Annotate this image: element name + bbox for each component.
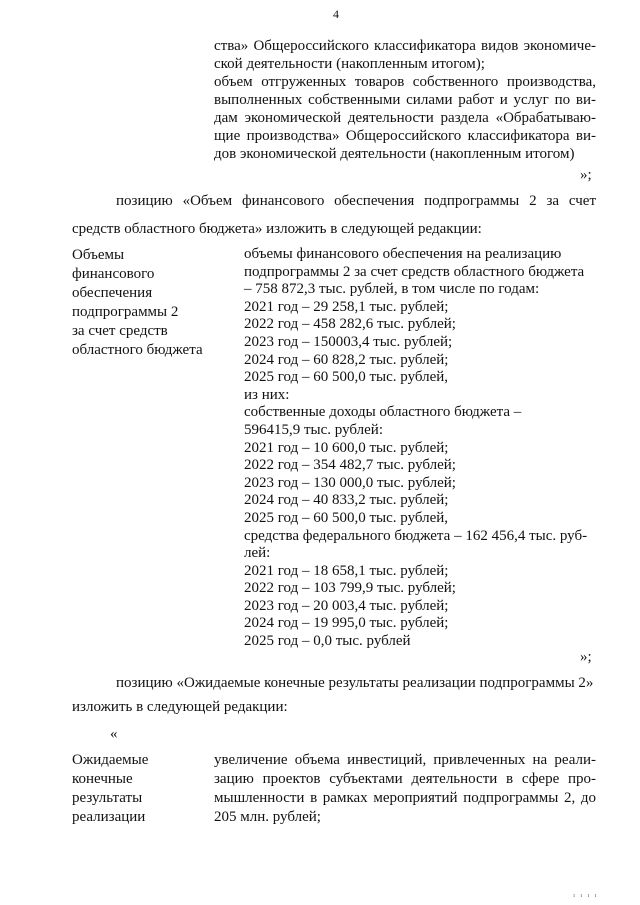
intro-block xyxy=(214,37,596,163)
closing-quote-mark: »; xyxy=(580,649,592,665)
funding-value-line: 2021 год – 18 658,1 тыс. рублей; xyxy=(244,562,449,579)
funding-value-line: объемы финансового обеспечения на реализацию xyxy=(244,246,562,262)
results-label-line: результаты xyxy=(72,790,143,806)
funding-value-line: из них: xyxy=(244,386,290,403)
page-number: 4 xyxy=(333,7,339,21)
funding-value-line: средства федерального бюджета – 162 456,4 тыс. руб- xyxy=(244,527,588,544)
results-label-column xyxy=(72,751,148,827)
funding-value-line: 2022 год – 103 799,9 тыс. рублей; xyxy=(244,580,456,597)
funding-value-line: 2023 год – 20 003,4 тыс. рублей; xyxy=(244,597,449,614)
intro-line: ства» Общероссийского классификатора видов экономиче- xyxy=(214,38,596,54)
funding-value-column xyxy=(244,246,596,651)
results-label-line: конечные xyxy=(72,771,133,787)
closing-quote-mark: »; xyxy=(580,167,592,183)
funding-label-line: обеспечения xyxy=(72,285,153,301)
funding-value-line: 2025 год – 60 500,0 тыс. рублей, xyxy=(244,369,449,386)
opening-quote-mark: « xyxy=(110,726,118,742)
paragraph-text: позицию «Объем финансового обеспечения подпрограммы 2 за счет xyxy=(116,193,596,209)
funding-value-line: 2025 год – 0,0 тыс. рублей xyxy=(244,633,411,650)
funding-value-line: 596415,9 тыс. рублей: xyxy=(244,421,383,438)
scan-footer-marks: ı ı ı ı xyxy=(570,893,599,899)
funding-label-line: за счет средств xyxy=(72,323,168,339)
paragraph-1-line-1 xyxy=(116,194,596,209)
intro-line: выполненных собственными силами работ и услуг по ви- xyxy=(214,92,596,108)
funding-value-line: 2024 год – 40 833,2 тыс. рублей; xyxy=(244,492,449,509)
results-value-line: мышленности в рамках мероприятий подпрограммы 2, до xyxy=(214,790,596,806)
intro-line: ской деятельности (накопленным итогом); xyxy=(214,56,485,72)
funding-label-column xyxy=(72,246,203,360)
intro-line: щие производства» Общероссийского классификатора ви- xyxy=(214,128,596,144)
funding-label-line: финансового xyxy=(72,266,155,282)
results-value-line: 205 млн. рублей; xyxy=(214,809,321,825)
funding-value-line: 2024 год – 60 828,2 тыс. рублей; xyxy=(244,351,449,368)
funding-value-line: – 758 872,3 тыс. рублей, в том числе по годам: xyxy=(244,281,540,298)
funding-value-line: 2025 год – 60 500,0 тыс. рублей, xyxy=(244,509,449,526)
funding-value-line: 2021 год – 29 258,1 тыс. рублей; xyxy=(244,298,449,315)
funding-value-line: 2024 год – 19 995,0 тыс. рублей; xyxy=(244,615,449,632)
results-value-line: зацию проектов субъектами деятельности в сфере про- xyxy=(214,771,596,787)
funding-value-line: подпрограммы 2 за счет средств областного бюджета xyxy=(244,263,585,280)
paragraph-2-line-1: позицию «Ожидаемые конечные результаты реализации подпрограммы 2» xyxy=(116,675,594,691)
funding-value-line: 2023 год – 130 000,0 тыс. рублей; xyxy=(244,474,456,491)
funding-label-line: областного бюджета xyxy=(72,342,203,358)
results-label-line: Ожидаемые xyxy=(72,752,149,768)
results-value-column xyxy=(214,751,596,827)
results-value-line: увеличение объема инвестиций, привлеченных на реали- xyxy=(214,752,596,768)
funding-value-line: лей: xyxy=(244,545,271,562)
paragraph-1-line-2: средств областного бюджета» изложить в следующей редакции: xyxy=(72,221,482,237)
paragraph-2-line-2: изложить в следующей редакции: xyxy=(72,699,288,715)
funding-value-line: 2021 год – 10 600,0 тыс. рублей; xyxy=(244,439,449,456)
intro-line: дов экономической деятельности (накопленным итогом) xyxy=(214,146,575,162)
intro-line: объем отгруженных товаров собственного производства, xyxy=(214,74,596,90)
funding-value-line: 2022 год – 354 482,7 тыс. рублей; xyxy=(244,457,456,474)
funding-value-line: 2023 год – 150003,4 тыс. рублей; xyxy=(244,333,453,350)
results-label-line: реализации xyxy=(72,809,146,825)
funding-label-line: подпрограммы 2 xyxy=(72,304,179,320)
intro-line: дам экономической деятельности раздела «Обрабатываю- xyxy=(214,110,596,126)
funding-value-line: собственные доходы областного бюджета – xyxy=(244,404,522,421)
funding-value-line: 2022 год – 458 282,6 тыс. рублей; xyxy=(244,316,456,333)
funding-label-line: Объемы xyxy=(72,247,125,263)
